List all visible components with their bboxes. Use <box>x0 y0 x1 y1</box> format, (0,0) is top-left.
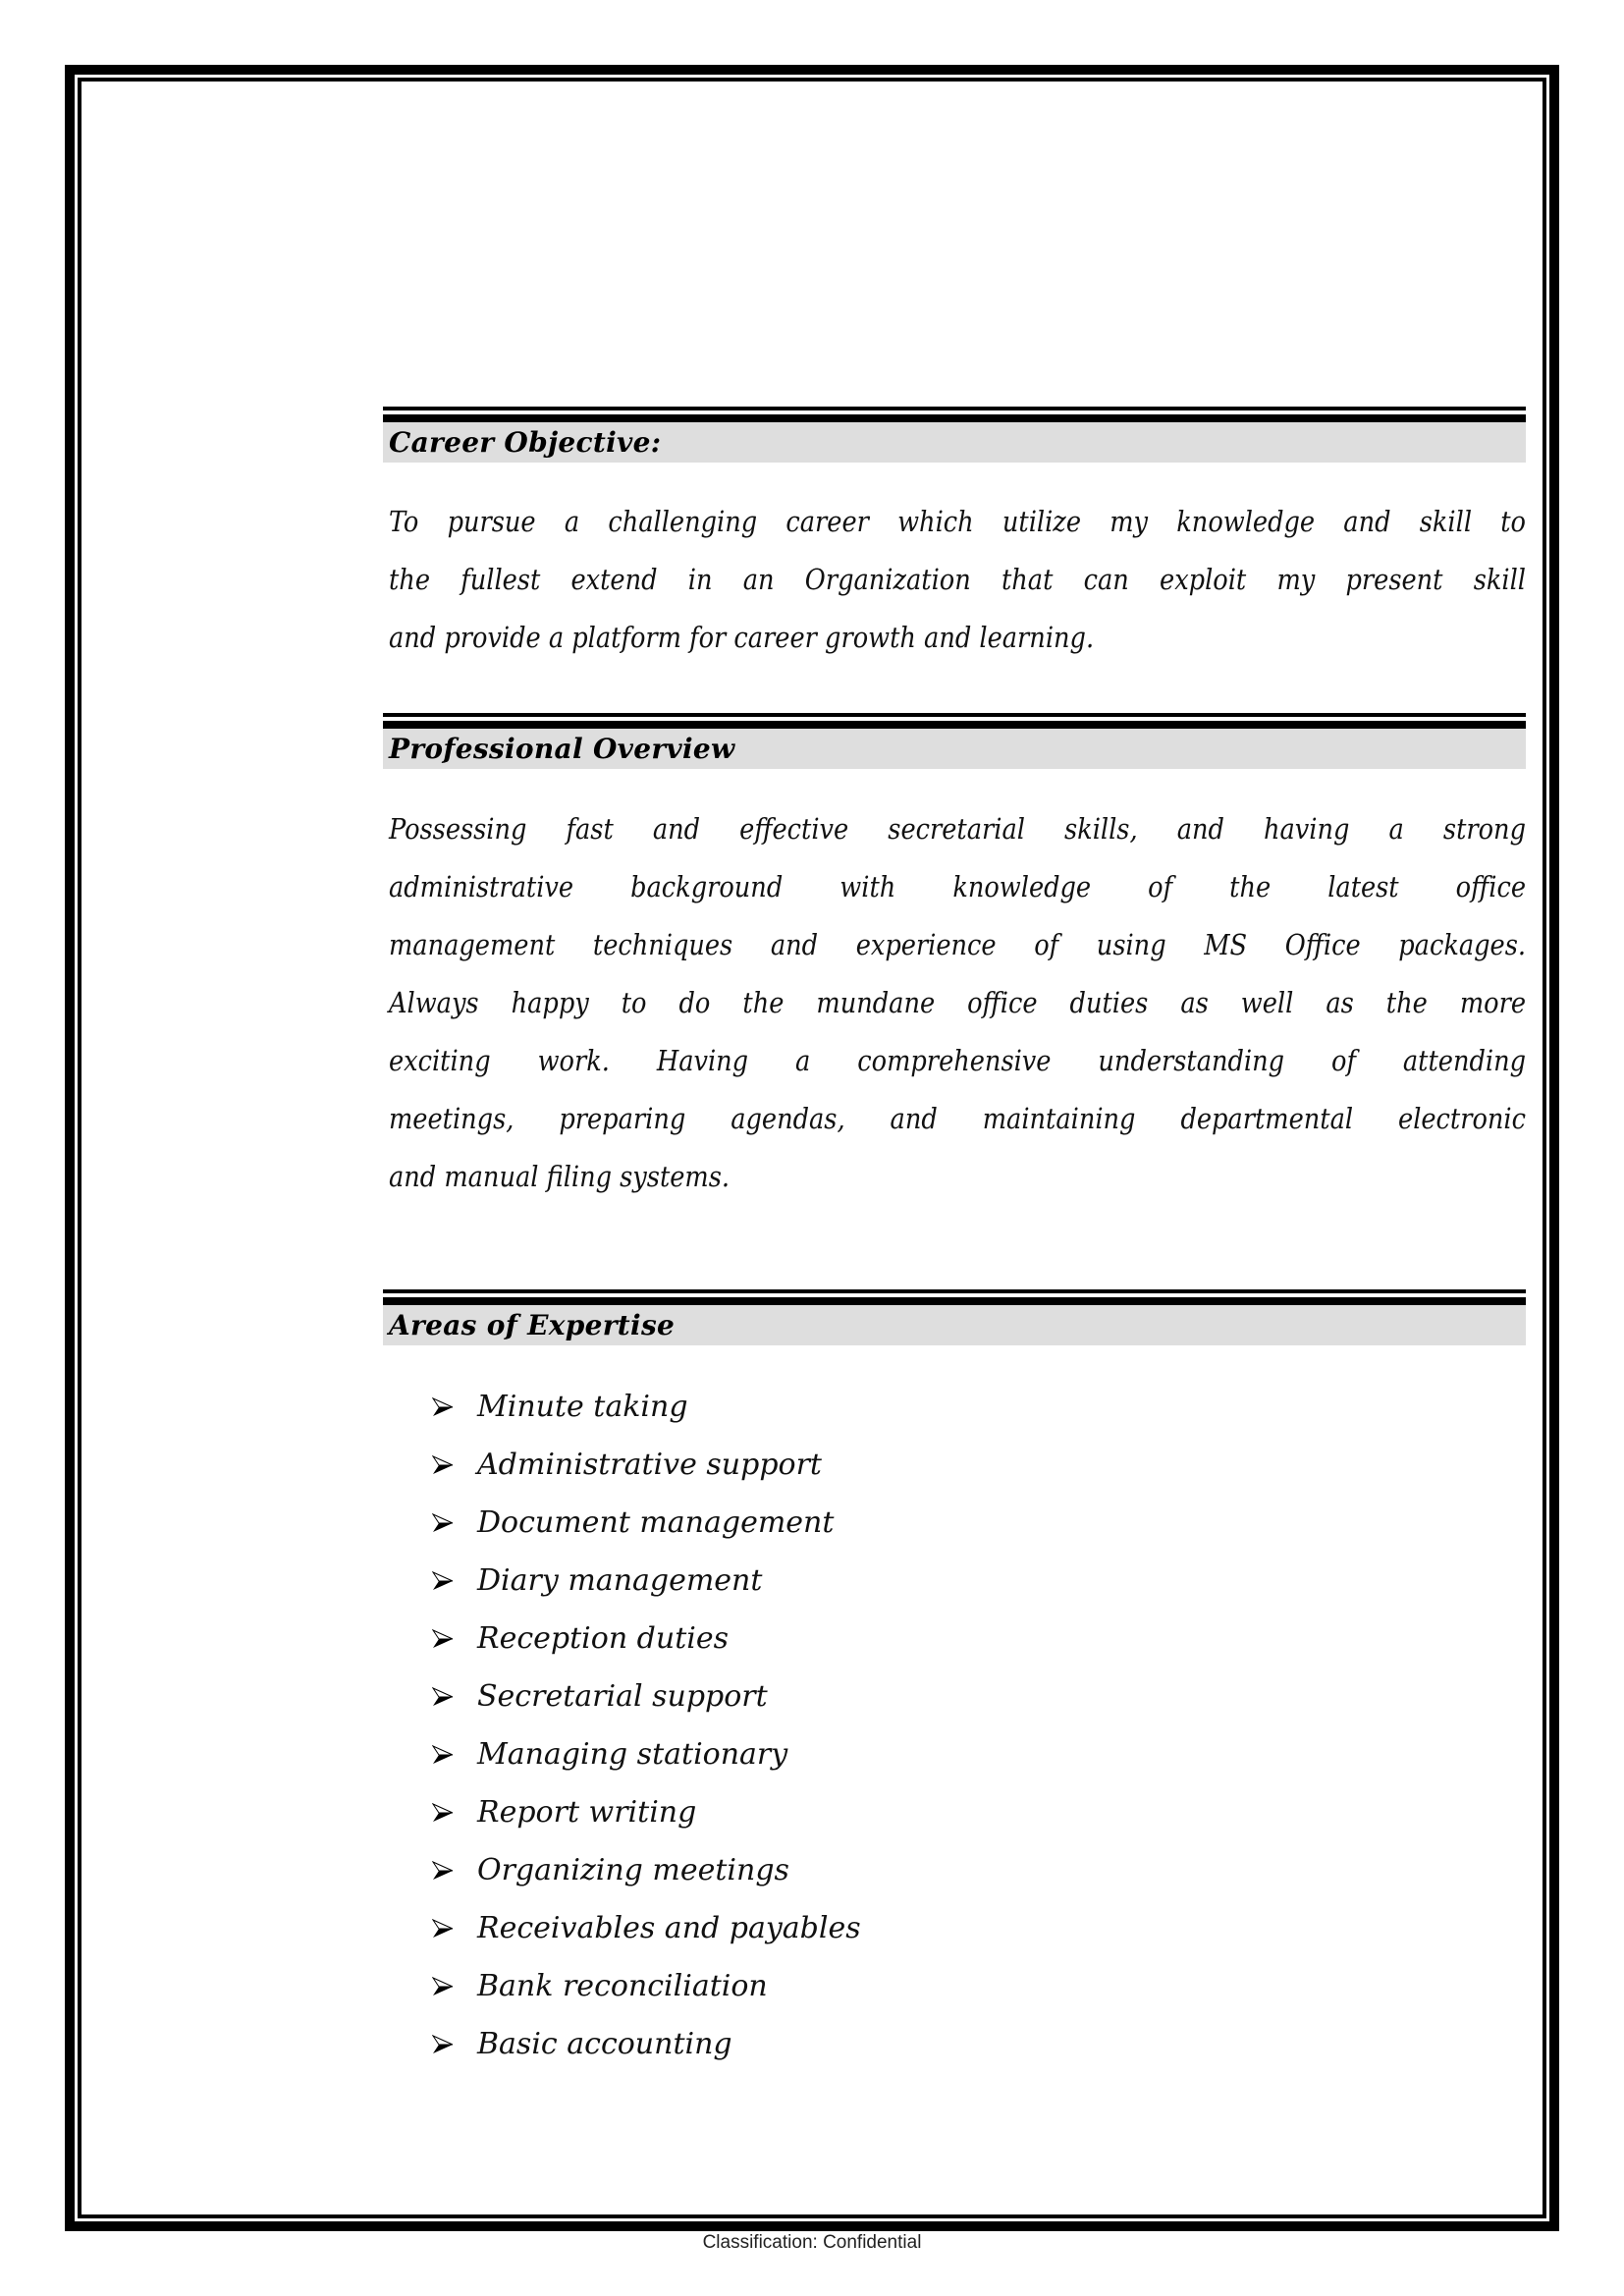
areas-of-expertise-header <box>383 1289 1526 1345</box>
list-item-label: Bank reconciliation <box>477 1969 768 2003</box>
text-line: meetings, preparing agendas, and maintaining departmental electronic <box>389 1103 1526 1135</box>
list-item-label: Minute taking <box>477 1390 688 1424</box>
list-item <box>432 1783 861 1841</box>
career-objective-header <box>383 407 1526 463</box>
arrowhead-bullet-icon <box>432 1571 477 1591</box>
professional-overview-header <box>383 713 1526 769</box>
arrowhead-bullet-icon <box>432 1803 477 1823</box>
arrowhead-bullet-icon <box>432 1397 477 1417</box>
list-item-label: Administrative support <box>477 1448 822 1482</box>
arrowhead-bullet-icon <box>432 1687 477 1707</box>
text-line: management techniques and experience of using MS Office packages. <box>389 929 1526 961</box>
text-line: the fullest extend in an Organization that can exploit my present skill <box>389 564 1526 596</box>
list-item <box>432 2015 861 2073</box>
list-item-label: Basic accounting <box>477 2027 732 2061</box>
arrowhead-bullet-icon <box>432 1513 477 1533</box>
text-line: administrative background with knowledge of the latest office <box>389 871 1526 903</box>
list-item-label: Receivables and payables <box>477 1911 861 1945</box>
list-item-label: Organizing meetings <box>477 1853 789 1887</box>
list-item <box>432 1494 861 1552</box>
text-line: Possessing fast and effective secretarial skills, and having a strong <box>389 813 1526 846</box>
header-rule-thick <box>383 721 1526 729</box>
career-objective-text <box>389 493 1526 667</box>
arrowhead-bullet-icon <box>432 1629 477 1649</box>
text-line: Always happy to do the mundane office duties as well as the more <box>389 987 1526 1019</box>
section-title: Career Objective: <box>383 422 1526 463</box>
text-line: and manual filing systems. <box>389 1161 731 1193</box>
arrowhead-bullet-icon <box>432 2035 477 2054</box>
list-item-label: Diary management <box>477 1563 763 1598</box>
list-item <box>432 1552 861 1610</box>
list-item-label: Report writing <box>477 1795 697 1830</box>
arrowhead-bullet-icon <box>432 1919 477 1939</box>
list-item <box>432 1899 861 1957</box>
list-item <box>432 1957 861 2015</box>
text-line: exciting work. Having a comprehensive understanding of attending <box>389 1045 1526 1077</box>
arrowhead-bullet-icon <box>432 1977 477 1996</box>
classification-footer: Classification: Confidential <box>702 2232 922 2253</box>
expertise-list <box>432 1378 861 2073</box>
list-item-label: Secretarial support <box>477 1679 768 1714</box>
list-item <box>432 1841 861 1899</box>
professional-overview-text <box>389 800 1526 1206</box>
arrowhead-bullet-icon <box>432 1745 477 1765</box>
section-title: Professional Overview <box>383 729 1526 769</box>
header-rule-thick <box>383 1297 1526 1305</box>
section-title: Areas of Expertise <box>383 1305 1526 1345</box>
list-item <box>432 1725 861 1783</box>
list-item <box>432 1610 861 1667</box>
list-item-label: Managing stationary <box>477 1737 788 1772</box>
list-item <box>432 1436 861 1494</box>
arrowhead-bullet-icon <box>432 1861 477 1881</box>
list-item-label: Reception duties <box>477 1621 729 1656</box>
list-item <box>432 1667 861 1725</box>
header-rule-thick <box>383 414 1526 422</box>
arrowhead-bullet-icon <box>432 1455 477 1475</box>
list-item <box>432 1378 861 1436</box>
list-item-label: Document management <box>477 1505 835 1540</box>
text-line: and provide a platform for career growth and learning. <box>389 622 1095 654</box>
text-line: To pursue a challenging career which utilize my knowledge and skill to <box>389 506 1526 538</box>
